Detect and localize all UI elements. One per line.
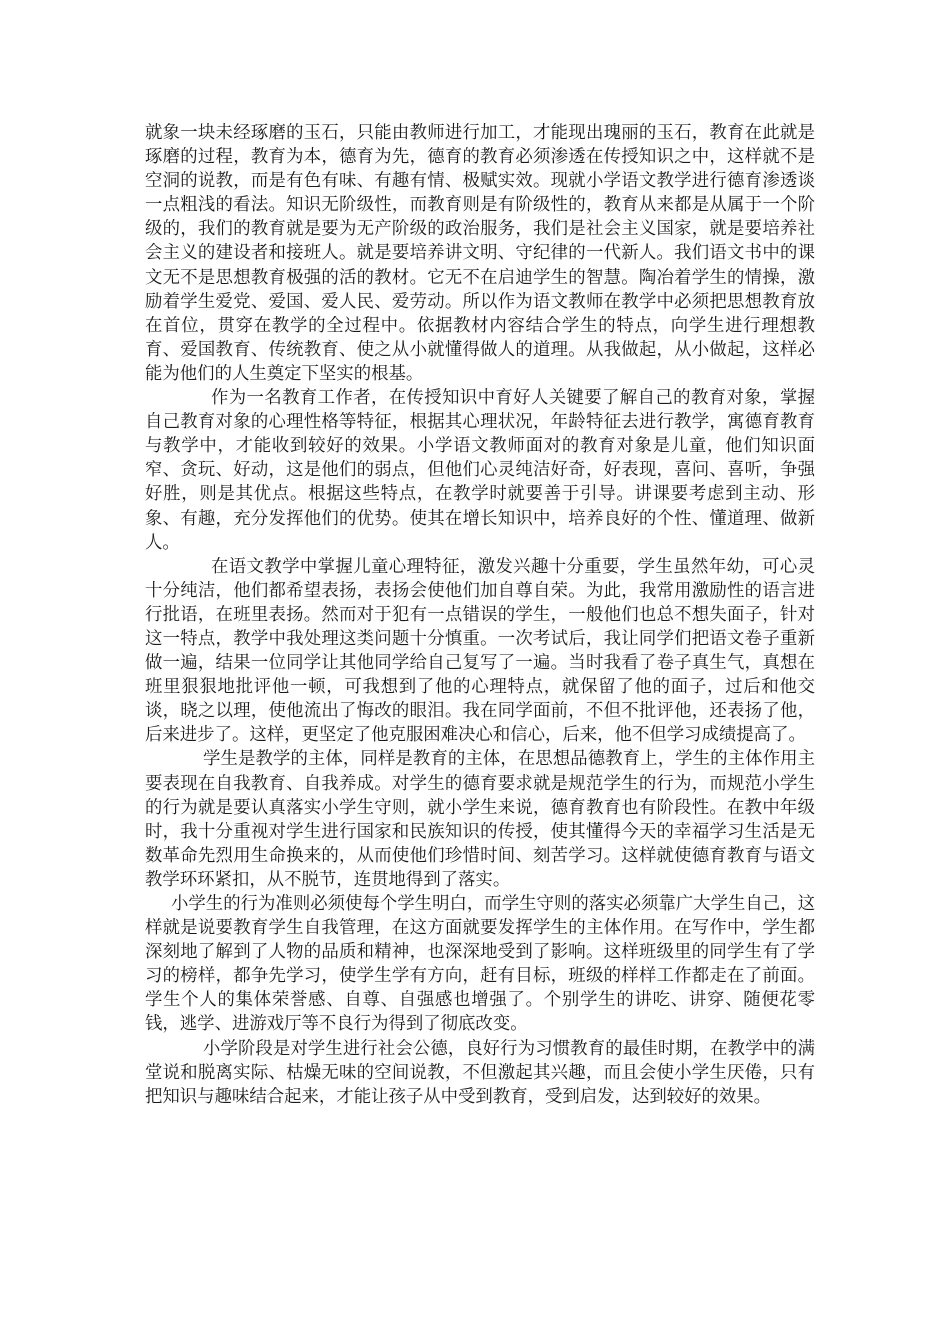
paragraph-5: 小学生的行为准则必须使每个学生明白，而学生守则的落实必须靠广大学生自己，这样就是说要教育学生自我管理，在这方面就要发挥学生的主体作用。在写作中，学生都深刻地了解到了人物的品质和精神，也深深地受到了影响。这样班级里的同学生有了学习的榜样，都争先学习，使学生学有方向，赶有目标，班级的样样工作都走在了前面。学生个人的集体荣誉感、自尊、自强感也增强了。个别学生的讲吃、讲穿、随便花零钱，逃学、进游戏厅等不良行为得到了彻底改变。 xyxy=(145,894,815,1035)
paragraph-1: 就象一块未经琢磨的玉石，只能由教师进行加工，才能现出瑰丽的玉石，教育在此就是琢磨的过程，教育为本，德育为先，德育的教育必须渗透在传授知识之中，这样就不是空洞的说教，而是有色有味、有趣有情、极赋实效。现就小学语文教学进行德育渗透谈一点粗浅的看法。知识无阶级性，而教育则是有阶级性的，教育从来都是从属于一个阶级的，我们的教育就是要为无产阶级的政治服务，我们是社会主义国家，就是要培养社会主义的建设者和接班人。就是要培养讲文明、守纪律的一代新人。我们语文书中的课文无不是思想教育极强的活的教材。它无不在启迪学生的智慧。陶冶着学生的情操，激励着学生爱党、爱国、爱人民、爱劳动。所以作为语文教师在教学中必须把思想教育放在首位，贯穿在教学的全过程中。依据教材内容结合学生的特点，向学生进行理想教育、爱国教育、传统教育、使之从小就懂得做人的道理。从我做起，从小做起，这样必能为他们的人生奠定下坚实的根基。 xyxy=(145,123,815,384)
paragraph-3: 在语文教学中掌握儿童心理特征，激发兴趣十分重要，学生虽然年幼，可心灵十分纯洁，他们都希望表扬，表扬会使他们加自尊自荣。为此，我常用激励性的语言进行批语，在班里表扬。然而对于犯有一点错误的学生，一般他们也总不想失面子，针对这一特点，教学中我处理这类问题十分慎重。一次考试后，我让同学们把语文卷子重新做一遍，结果一位同学让其他同学给自己复写了一遍。当时我看了卷子真生气，真想在班里狠狠地批评他一顿，可我想到了他的心理特点，就保留了他的面子，过后和他交谈，晓之以理，使他流出了悔改的眼泪。我在同学面前，不但不批评他，还表扬了他，后来进步了。这样，更坚定了他克服困难决心和信心，后来，他不但学习成绩提高了。 xyxy=(145,556,815,746)
paragraph-4: 学生是教学的主体，同样是教育的主体，在思想品德教育上，学生的主体作用主要表现在自我教育、自我养成。对学生的德育要求就是规范学生的行为，而规范小学生的行为就是要认真落实小学生守则，就小学生来说，德育教育也有阶段性。在教中年级时，我十分重视对学生进行国家和民族知识的传授，使其懂得今天的幸福学习生活是无数革命先烈用生命换来的，从而使他们珍惜时间、刻苦学习。这样就使德育教育与语文教学环环紧扣，从不脱节，连贯地得到了落实。 xyxy=(145,749,815,890)
paragraph-6: 小学阶段是对学生进行社会公德，良好行为习惯教育的最佳时期，在教学中的满堂说和脱离实际、枯燥无味的空间说教，不但激起其兴趣，而且会使小学生厌倦，只有把知识与趣味结合起来，才能让孩子从中受到教育，受到启发，达到较好的效果。 xyxy=(145,1038,815,1107)
document-body xyxy=(145,121,815,1109)
paragraph-2: 作为一名教育工作者，在传授知识中育好人关键要了解自己的教育对象，掌握自己教育对象的心理性格等特征，根据其心理状况，年龄特征去进行教学，寓德育教育与教学中，才能收到较好的效果。小学语文教师面对的教育对象是儿童，他们知识面窄、贪玩、好动，这是他们的弱点，但他们心灵纯洁好奇，好表现，喜问、喜听，争强好胜，则是其优点。根据这些特点，在教学时就要善于引导。讲课要考虑到主动、形象、有趣，充分发挥他们的优势。使其在增长知识中，培养良好的个性、懂道理、做新人。 xyxy=(145,388,815,553)
